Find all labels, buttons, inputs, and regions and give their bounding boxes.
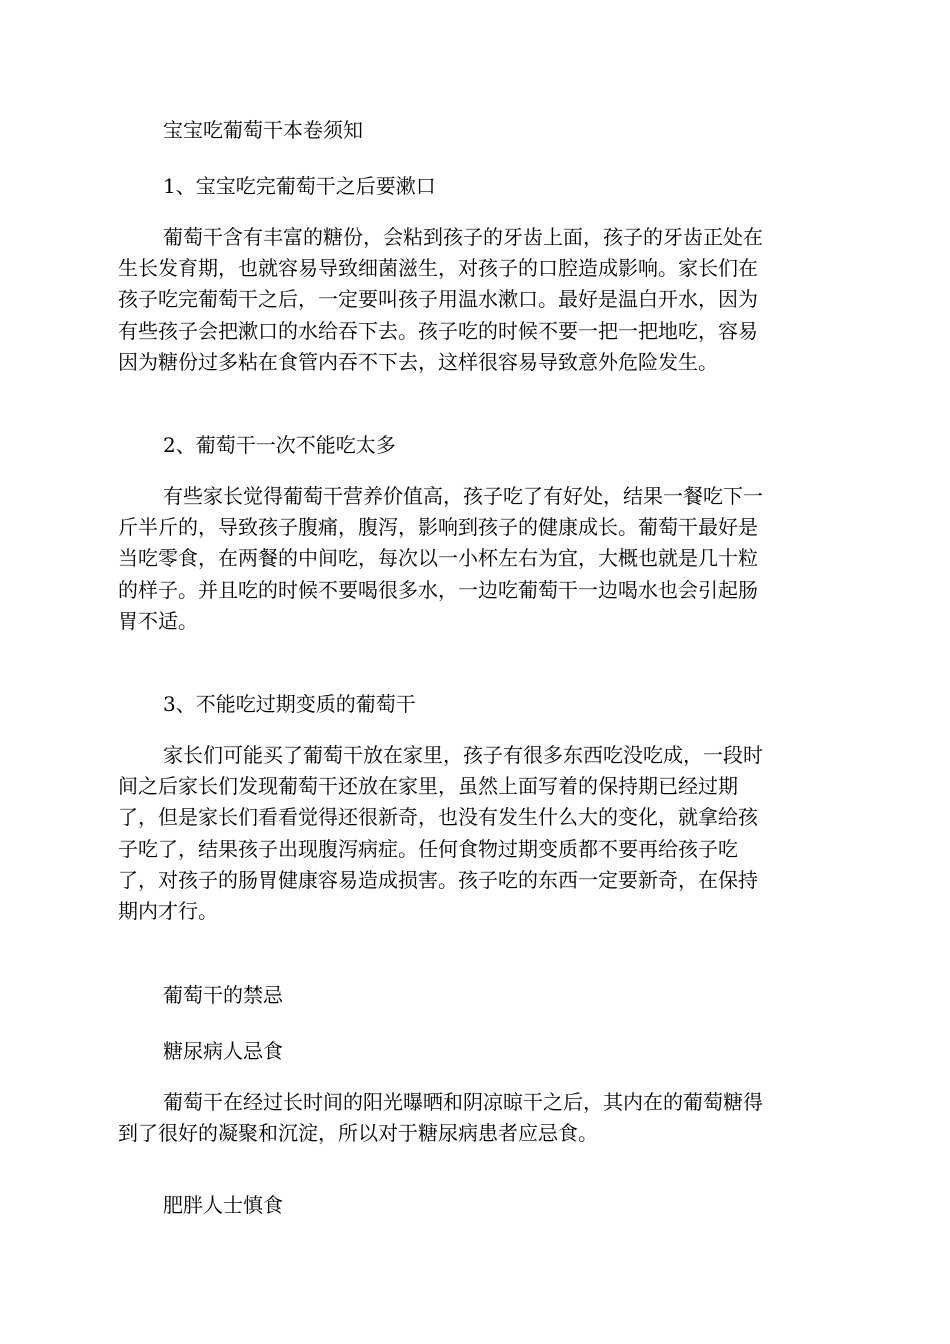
section-heading-1: 1、宝宝吃完葡萄干之后要漱口 <box>163 174 436 198</box>
paragraph-line: 期内才行。 <box>118 898 218 923</box>
taboo-heading-obesity: 肥胖人士慎食 <box>163 1193 283 1217</box>
document-title: 宝宝吃葡萄干本卷须知 <box>163 118 363 142</box>
taboo-heading-diabetes: 糖尿病人忌食 <box>163 1039 283 1063</box>
section-paragraph-3 <box>118 740 833 927</box>
paragraph-line: 到了很好的凝聚和沉淀，所以对于糖尿病患者应忌食。 <box>118 1121 598 1146</box>
paragraph-line: 有些孩子会把漱口的水给吞下去。孩子吃的时候不要一把一把地吃，容易 <box>118 318 758 343</box>
paragraph-line: 葡萄干在经过长时间的阳光曝晒和阴凉晾干之后，其内在的葡萄糖得 <box>163 1090 763 1114</box>
paragraph-line: 家长们可能买了葡萄干放在家里，孩子有很多东西吃没吃成，一段时 <box>163 743 763 767</box>
paragraph-line: 葡萄干含有丰富的糖份，会粘到孩子的牙齿上面，孩子的牙齿正处在 <box>163 225 763 249</box>
taboo-paragraph-diabetes <box>118 1087 833 1149</box>
paragraph-line: 子吃了，结果孩子出现腹泻病症。任何食物过期变质都不要再给孩子吃 <box>118 836 738 861</box>
paragraph-line: 了，对孩子的肠胃健康容易造成损害。孩子吃的东西一定要新奇，在保持 <box>118 867 758 892</box>
paragraph-line: 间之后家长们发现葡萄干还放在家里，虽然上面写着的保持期已经过期 <box>118 774 738 799</box>
paragraph-line: 了，但是家长们看看觉得还很新奇，也没有发生什么大的变化，就拿给孩 <box>118 805 758 830</box>
paragraph-line: 因为糖份过多粘在食管内吞不下去，这样很容易导致意外危险发生。 <box>118 349 718 374</box>
paragraph-line: 生长发育期，也就容易导致细菌滋生，对孩子的口腔造成影响。家长们在 <box>118 256 758 281</box>
paragraph-line: 斤半斤的，导致孩子腹痛，腹泻，影响到孩子的健康成长。葡萄干最好是 <box>118 515 758 540</box>
section-paragraph-1 <box>118 222 833 378</box>
section-heading-3: 3、不能吃过期变质的葡萄干 <box>163 692 416 716</box>
paragraph-line: 孩子吃完葡萄干之后，一定要叫孩子用温水漱口。最好是温白开水，因为 <box>118 287 758 312</box>
paragraph-line: 有些家长觉得葡萄干营养价值高，孩子吃了有好处，结果一餐吃下一 <box>163 484 763 508</box>
paragraph-line: 胃不适。 <box>118 608 198 633</box>
paragraph-line: 的样子。并且吃的时候不要喝很多水，一边吃葡萄干一边喝水也会引起肠 <box>118 577 758 602</box>
paragraph-line: 当吃零食，在两餐的中间吃，每次以一小杯左右为宜，大概也就是几十粒 <box>118 546 758 571</box>
section-paragraph-2 <box>118 481 833 637</box>
taboo-title: 葡萄干的禁忌 <box>163 983 283 1007</box>
section-heading-2: 2、葡萄干一次不能吃太多 <box>163 433 396 457</box>
